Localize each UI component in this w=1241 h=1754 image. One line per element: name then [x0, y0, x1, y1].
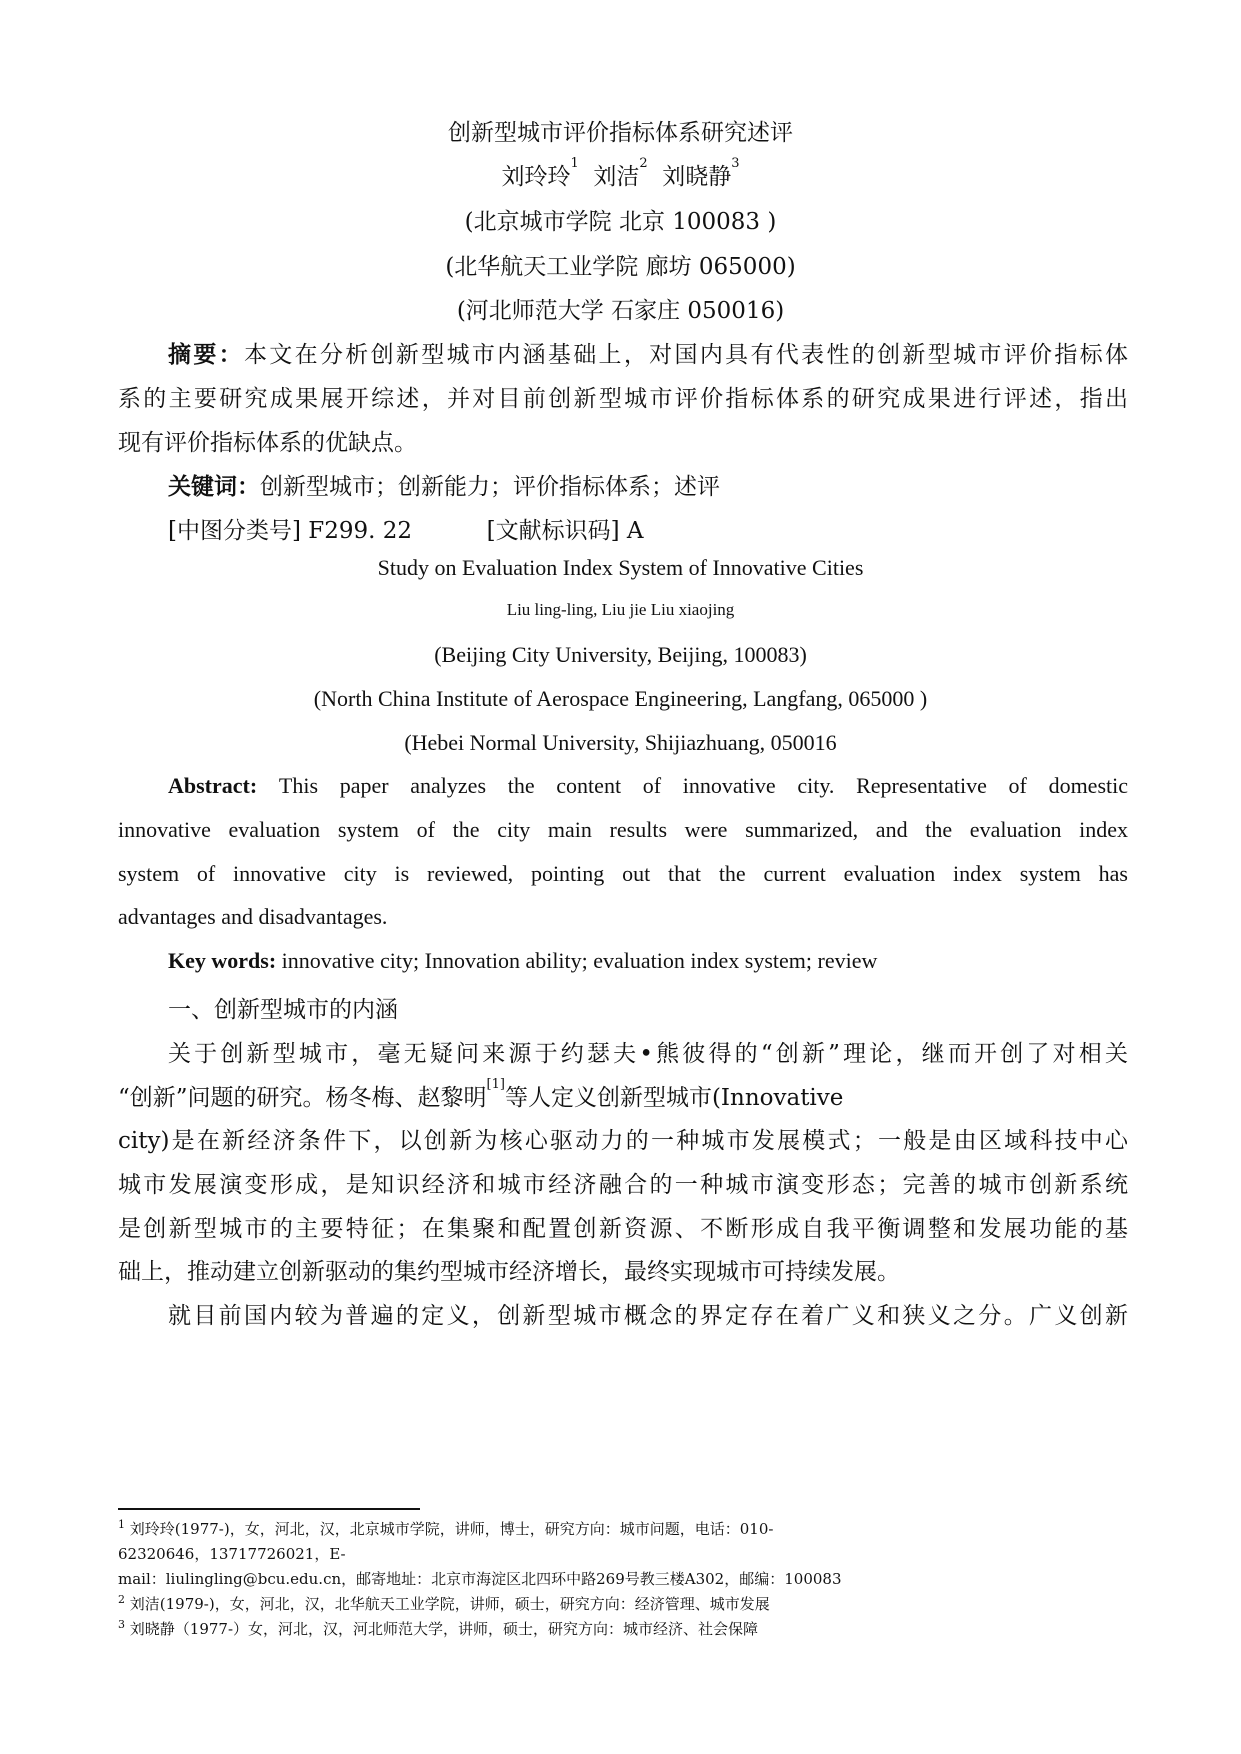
- affiliation-en: (North China Institute of Aerospace Engineering, Langfang, 065000 ): [313, 686, 928, 711]
- abstract-en-line: advantages and disadvantages.: [118, 904, 388, 929]
- footnote: [118, 1618, 758, 1639]
- abstract-en-line: innovative evaluation system of the city main results were summarized, and the evaluation index: [118, 817, 1128, 842]
- abstract-en-text: This paper analyzes the content of innovative city. Representative of domestic: [278, 773, 1128, 798]
- footnote-text: 刘玲玲(1977-)，女，河北，汉，北京城市学院，讲师，博士，研究方向：城市问题，电话：010-: [129, 1520, 774, 1538]
- footnote: [118, 1593, 770, 1614]
- abstract-cn-label: 摘要：: [168, 341, 244, 368]
- affiliation-cn: (河北师范大学 石家庄 050016): [456, 298, 785, 324]
- body-text: 等人定义创新型城市(Innovative: [504, 1085, 844, 1111]
- abstract-cn-text: 本文在分析创新型城市内涵基础上，对国内具有代表性的创新型城市评价指标体: [243, 342, 1129, 368]
- author-superscript: 2: [639, 156, 648, 171]
- body-text: “创新”问题的研究。杨冬梅、赵黎明: [118, 1085, 487, 1111]
- footnote-separator: [118, 1508, 420, 1510]
- citation-marker: [1]: [486, 1077, 505, 1092]
- author-name: 刘洁: [593, 164, 640, 190]
- footnote-text: 62320646，13717726021，E-: [118, 1545, 346, 1563]
- keywords-cn: [168, 468, 1128, 501]
- clc-number: [中图分类号] F299. 22: [168, 518, 413, 544]
- author-superscript: 3: [731, 156, 740, 171]
- author-list-cn: [0, 158, 1241, 191]
- document-code: [文献标识码] A: [486, 518, 644, 544]
- affiliation-cn: (北华航天工业学院 廊坊 065000): [445, 254, 796, 280]
- affiliation-cn: (北京城市学院 北京 100083 ): [464, 209, 777, 235]
- affiliation-en: (Hebei Normal University, Shijiazhuang, 050016: [404, 730, 837, 755]
- footnote-text: mail：liulingling@bcu.edu.cn，邮寄地址：北京市海淀区北四环中路269号教三楼A302，邮编：100083: [118, 1570, 842, 1588]
- footnote: [118, 1543, 346, 1564]
- affiliation-en: (Beijing City University, Beijing, 100083): [434, 642, 807, 667]
- keywords-en-text: innovative city; Innovation ability; evaluation index system; review: [281, 948, 878, 973]
- footnote-number: 1: [118, 1518, 125, 1531]
- section-heading: 一、创新型城市的内涵: [168, 997, 398, 1023]
- body-line: 是创新型城市的主要特征；在集聚和配置创新资源、不断形成自我平衡调整和发展功能的基: [118, 1216, 1128, 1242]
- keywords-cn-label: 关键词：: [168, 473, 260, 500]
- body-line: [118, 1079, 1128, 1112]
- body-line: 城市发展演变形成，是知识经济和城市经济融合的一种城市演变形态；完善的城市创新系统: [118, 1172, 1128, 1198]
- footnote-text: 刘洁(1979-)，女，河北，汉，北华航天工业学院，讲师，硕士，研究方向：经济管理、城市发展: [129, 1595, 770, 1613]
- footnote-text: 刘晓静（1977-）女，河北，汉，河北师范大学，讲师，硕士，研究方向：城市经济、社会保障: [129, 1620, 759, 1638]
- classification-line: [168, 512, 1128, 545]
- keywords-en: [168, 948, 1128, 974]
- footnote: [118, 1568, 842, 1589]
- abstract-cn-line: 系的主要研究成果展开综述，并对目前创新型城市评价指标体系的研究成果进行评述，指出: [118, 386, 1128, 412]
- keywords-cn-text: 创新型城市；创新能力；评价指标体系；述评: [260, 474, 720, 500]
- abstract-cn-line: [168, 336, 1128, 369]
- body-line: 关于创新型城市，毫无疑问来源于约瑟夫•熊彼得的“创新”理论，继而开创了对相关: [168, 1041, 1128, 1067]
- author-name: 刘晓静: [662, 164, 732, 190]
- author-superscript: 1: [570, 156, 579, 171]
- body-line: city)是在新经济条件下，以创新为核心驱动力的一种城市发展模式；一般是由区域科技中心: [118, 1128, 1128, 1154]
- keywords-en-label: Key words:: [168, 948, 277, 973]
- footnote-number: 2: [118, 1593, 125, 1606]
- abstract-en-line: system of innovative city is reviewed, pointing out that the current evaluation index system has: [118, 861, 1128, 886]
- abstract-cn-line: 现有评价指标体系的优缺点。: [118, 430, 417, 456]
- abstract-en-label: Abstract:: [168, 773, 258, 798]
- footnote-number: 3: [118, 1618, 125, 1631]
- body-line: 就目前国内较为普遍的定义，创新型城市概念的界定存在着广义和狭义之分。广义创新: [168, 1303, 1128, 1329]
- footnote: [118, 1518, 773, 1539]
- paper-title-en: Study on Evaluation Index System of Innovative Cities: [377, 555, 864, 580]
- abstract-en-line: [168, 773, 1128, 799]
- author-name: 刘玲玲: [501, 164, 571, 190]
- paper-title-cn: 创新型城市评价指标体系研究述评: [448, 120, 793, 146]
- author-list-en: Liu ling-ling, Liu jie Liu xiaojing: [506, 600, 735, 619]
- body-line: 础上，推动建立创新驱动的集约型城市经济增长，最终实现城市可持续发展。: [118, 1259, 900, 1285]
